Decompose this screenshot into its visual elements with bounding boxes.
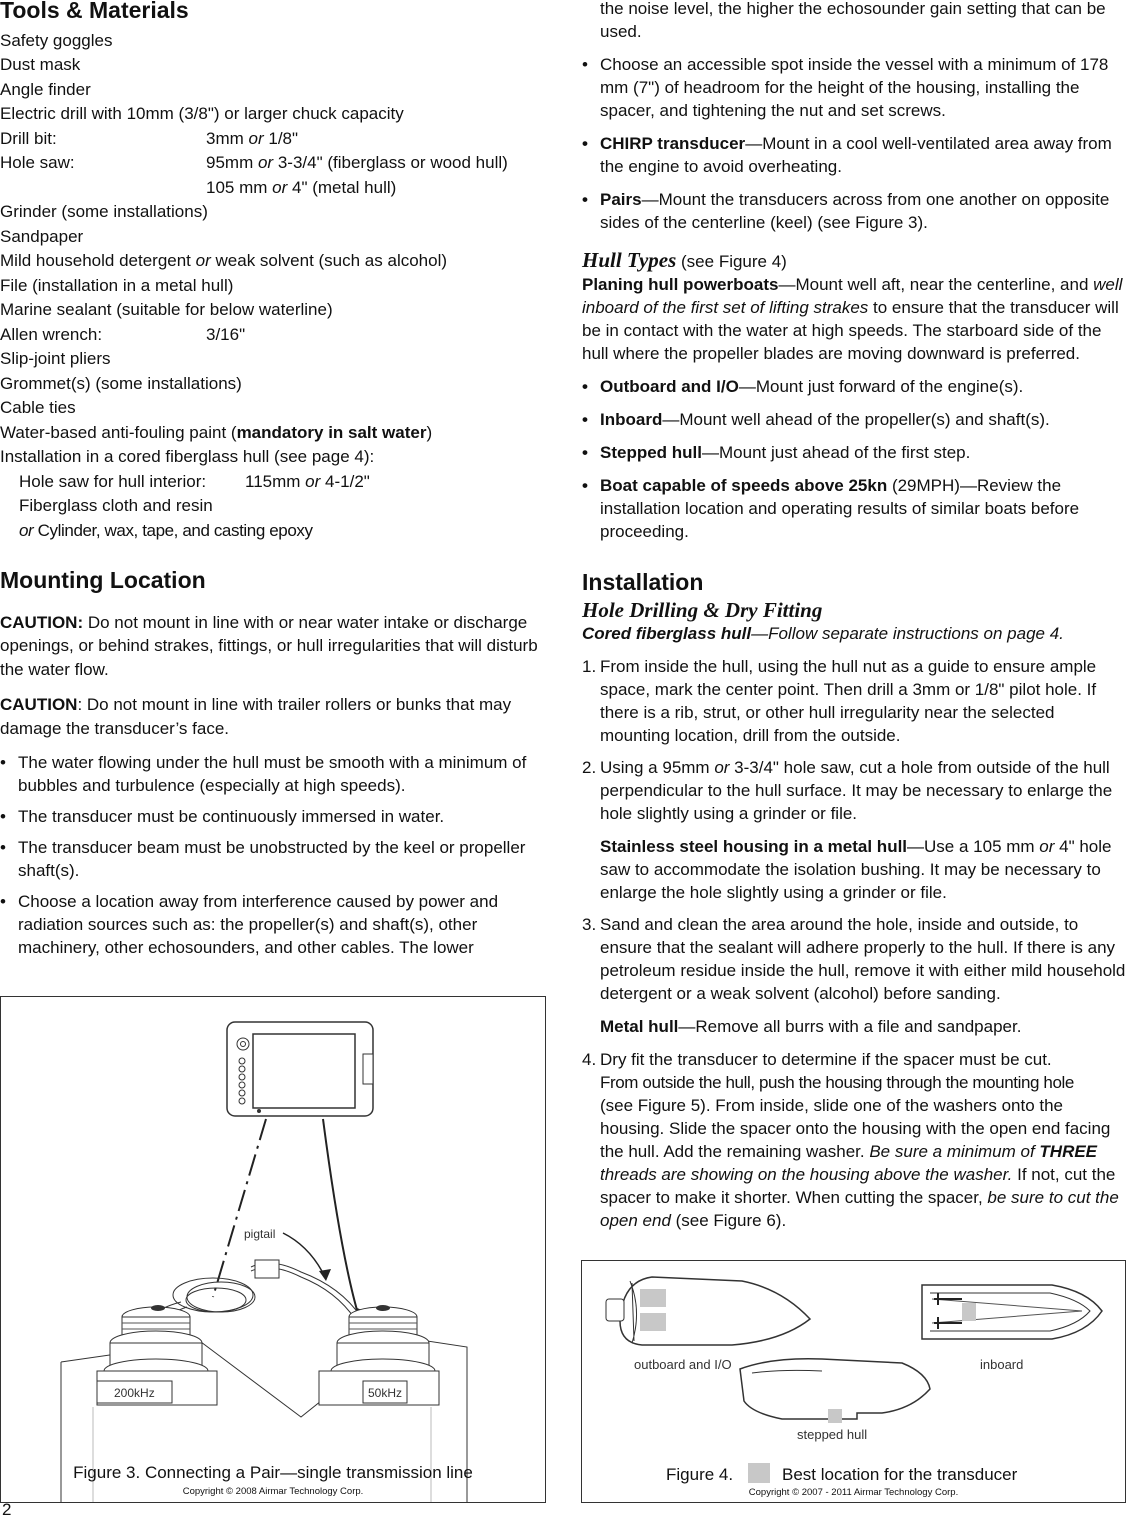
bullet-inboard: • Inboard—Mount well ahead of the propeller(s) and shaft(s). [582, 410, 1050, 429]
tools-item-cored: Installation in a cored fiberglass hull (see page 4): [0, 447, 375, 467]
label-50khz: 50kHz [368, 1386, 403, 1400]
tools-item-hole-saw: Hole saw: 95mm or 3-3/4" (fiberglass or wood hull) [0, 153, 508, 173]
label-stepped: stepped hull [797, 1427, 868, 1442]
cored-note: Cored fiberglass hull—Follow separate instructions on page 4. [582, 623, 1064, 643]
legend-swatch [748, 1463, 770, 1483]
tools-item: Safety goggles [0, 30, 113, 50]
bullet-boat-speed: • Boat capable of speeds above 25kn (29MPH)—Review the installation location and operating results of similar boats before proceeding. [582, 476, 1080, 541]
hull-types-heading: Hull Types (see Figure 4) [582, 248, 787, 272]
caution-2: CAUTION: Do not mount in line with trailer rollers or bunks that may damage the transducer’s face. [0, 695, 512, 738]
tools-item-detergent: Mild household detergent or weak solvent (such as alcohol) [0, 251, 448, 271]
figure-3-illustration [1, 997, 545, 1502]
bullet-pairs: • Pairs—Mount the transducers across from one another on opposite sides of the centerline (keel) (see Figure 3). [582, 190, 1110, 232]
step-1: 1. From inside the hull, using the hull nut as a guide to ensure ample space, mark the center point. Then drill a 3mm or 1/8" pilot hole. If there is a rib, strut, or other hull irregularity near the selected mounting location, drill from the outside. [582, 656, 1097, 745]
bullet-item: • The water flowing under the hull must be smooth with a minimum of bubbles and turbulence (especially at high speeds). [0, 753, 527, 796]
tools-item: Electric drill with 10mm (3/8") or larger chuck capacity [0, 104, 404, 124]
right-column [582, 0, 1126, 1232]
mounting-bullets [0, 751, 548, 959]
tools-item: Marine sealant (suitable for below waterline) [0, 300, 333, 320]
tools-item: Cable ties [0, 398, 76, 418]
tools-item: Slip-joint pliers [0, 349, 111, 369]
tools-item: Angle finder [0, 79, 91, 99]
tools-list [0, 29, 548, 544]
tools-item-drill-bit: Drill bit: 3mm or 1/8" [0, 128, 299, 148]
tools-item-cored-cloth: Fiberglass cloth and resin [19, 496, 213, 516]
tools-item-cored-holesaw: Hole saw for hull interior: 115mm or 4-1/2" [19, 471, 370, 491]
stainless-note: Stainless steel housing in a metal hull—Use a 105 mm or 4" hole saw to accommodate the isolation bushing. It may be necessary to enlarge the hole slightly using a grinder or file. [600, 836, 1112, 902]
bullet-stepped: • Stepped hull—Mount just ahead of the first step. [582, 443, 971, 462]
tools-item: File (installation in a metal hull) [0, 275, 234, 295]
label-pigtail: pigtail [244, 1227, 276, 1241]
boat-inboard [922, 1285, 1102, 1339]
step-2: 2. Using a 95mm or 3-3/4" hole saw, cut a hole from outside of the hull perpendicular to the hull surface. It may be necessary to enlarge the hole slightly using a grinder or file. [582, 757, 1113, 823]
hole-drilling-heading: Hole Drilling & Dry Fitting [582, 597, 823, 622]
mounting-heading: Mounting Location [0, 567, 206, 594]
metal-hull-note: Metal hull—Remove all burrs with a file and sandpaper. [600, 1016, 1022, 1036]
tools-item-cored-cylinder: or Cylinder, wax, tape, and casting epoxy [19, 520, 313, 540]
bullet-outboard: • Outboard and I/O—Mount just forward of the engine(s). [582, 377, 1024, 396]
tools-heading: Tools & Materials [0, 0, 189, 23]
bullet-continued: the noise level, the higher the echosounder gain setting that can be used. [600, 0, 1106, 41]
figure-3-caption: Figure 3. Connecting a Pair—single transmission line [73, 1463, 473, 1482]
boat-stepped [740, 1359, 930, 1423]
tools-item: Grommet(s) (some installations) [0, 373, 242, 393]
tools-item-hole-saw-metal: 105 mm or 4" (metal hull) [206, 177, 397, 197]
figure-4-copyright: Copyright © 2007 - 2011 Airmar Technology Corp. [748, 1487, 959, 1498]
display-unit [227, 1022, 373, 1116]
tools-item-allen: Allen wrench: 3/16" [0, 324, 246, 344]
boat-outboard [606, 1277, 810, 1345]
tools-item: Dust mask [0, 55, 81, 75]
label-inboard: inboard [980, 1357, 1024, 1372]
tools-item-paint: Water-based anti-fouling paint (mandatory in salt water) [0, 422, 433, 442]
bullet-headroom: • Choose an accessible spot inside the vessel with a minimum of 178 mm (7") of headroom for the height of the housing, installing the spacer, and tightening the nut and set screws. [582, 55, 1109, 120]
bullet-chirp: • CHIRP transducer—Mount in a cool well-ventilated area away from the engine to avoid overheating. [582, 134, 1112, 176]
page-number: 2 [2, 1500, 12, 1519]
bullet-item: • Choose a location away from interference caused by power and radiation sources such as: the propeller(s) and shaft(s), other machinery, other echosounders, and other cables. The lower [0, 892, 499, 958]
installation-heading: Installation [582, 569, 704, 595]
left-column [0, 0, 548, 959]
bullet-item: • The transducer must be continuously immersed in water. [0, 807, 445, 827]
tools-item: Sandpaper [0, 226, 84, 246]
figure-4: outboard and I/O inboard stepped hull Figure 4. Best location for the transducer Copyright © 2007 - 2011 Airmar Technology Corp. [581, 1260, 1126, 1503]
planing-hull: Planing hull powerboats—Mount well aft, near the centerline, and well inboard of the first set of lifting strakes to ensure that the transducer will be in contact with the water at high speeds. The starboard side of the hull where the propeller blades are moving downward is preferred. [582, 275, 1123, 363]
step-4: 4. Dry fit the transducer to determine if the spacer must be cut. From outside the hull, push the housing through the mounting hole (see Figure 5). From inside, slide one of the washers onto the housing. Slide the spacer onto the housing with the open end facing the hull. Add the remaining washer. Be sure a minimum of THREE threads are showing on the housing above the washer. If not, cut the spacer to make it shorter. When cutting the spacer, be sure to cut the open end (see Figure 6). [582, 1049, 1119, 1230]
step-3: 3. Sand and clean the area around the hole, inside and outside, to ensure that the sealant will adhere properly to the hull. If there is any petroleum residue inside the hull, remove it with either mild household detergent or a weak solvent (alcohol) before sanding. [582, 914, 1126, 1003]
caution-1: CAUTION: Do not mount in line with or near water intake or discharge openings, or behind strakes, fittings, or hull irregularities that will disturb the water flow. [0, 612, 538, 679]
bullet-item: • The transducer beam must be unobstructed by the keel or propeller shaft(s). [0, 838, 526, 881]
label-outboard: outboard and I/O [634, 1357, 732, 1372]
figure-3-copyright: Copyright © 2008 Airmar Technology Corp. [182, 1486, 364, 1497]
figure-3 [0, 996, 546, 1503]
label-200khz: 200kHz [114, 1386, 155, 1400]
tools-item: Grinder (some installations) [0, 202, 208, 222]
